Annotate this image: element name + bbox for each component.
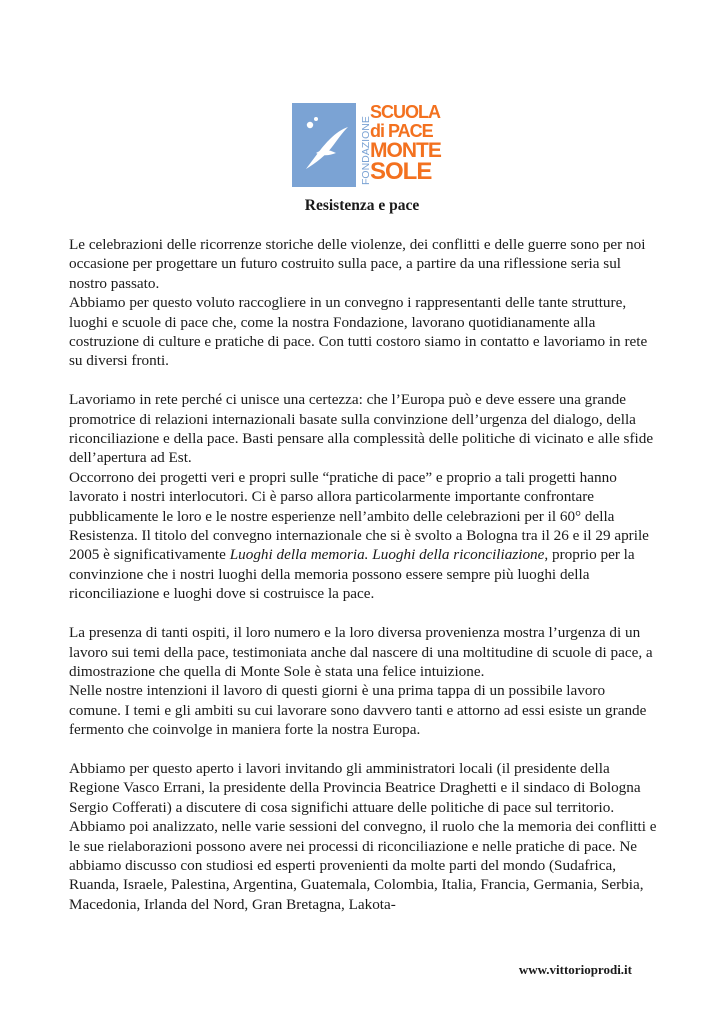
paragraph-4 — [69, 468, 659, 604]
paragraph-2: Abbiamo per questo voluto raccogliere in un convegno i rappresentanti delle tante strutture, luoghi e scuole di pace che, come la nostra Fondazione, lavorano quotidianamente alla costruzione di culture e pratiche di pace. Con tutti costoro siamo in contatto e lavoriamo in rete su diversi fronti. — [69, 294, 648, 370]
paragraph-7: Abbiamo per questo aperto i lavori invitando gli amministratori locali (il presidente della Regione Vasco Errani, la presidente della Provincia Beatrice Draghetti e il sindaco di Bologna Sergio Cofferati) a discutere di cosa significhi attuare delle politiche di pace sul territorio. — [69, 759, 641, 816]
paragraph-6: Nelle nostre intenzioni il lavoro di questi giorni è una prima tappa di un possibile lavoro comune. I temi e gli ambiti su cui lavorare sono davvero tanti e attorno ad essi esiste un grande fermento che coinvolge in maniera forte la nostra Europa. — [69, 682, 647, 739]
logo-line-3: MONTE — [370, 139, 441, 162]
paragraph-4-text-end: , proprio per la convinzione che i nostri luoghi della memoria possono essere sempre più luoghi della riconciliazione e luoghi dove si costruisce la pace. — [69, 546, 635, 603]
logo-wordmark — [370, 102, 441, 187]
paragraph-3: Lavoriamo in rete perché ci unisce una certezza: che l’Europa può e deve essere una grande promotrice di relazioni internazionali basate sulla convinzione dell’urgenza del dialogo, della riconciliazione e della pace. Basti pensare alla complessità delle politiche di vicinato e alle sfide dell’apertura ad Est. — [69, 391, 654, 467]
dove-icon — [292, 103, 356, 187]
paragraph-4-text-start: Occorrono dei progetti veri e propri sulle “pratiche di pace” e proprio a tali progetti hanno lavorato i nostri interlocutori. Ci è parso allora particolarmente importante confrontare pubblicamente le loro e le nostre esperienze nell’ambito delle celebrazioni per il 60° della Resistenza. Il titolo del convegno internazionale che si è svolto a Bologna tra il 26 e il 29 aprile 2005 è significativamente — [69, 468, 649, 564]
article-body — [69, 235, 659, 914]
paragraph-5: La presenza di tanti ospiti, il loro numero e la loro diversa provenienza mostra l’urgenza di un lavoro sui temi della pace, testimoniata anche dal nascere di una moltitudine di scuole di pace, a dimostrazione che quella di Monte Sole è stata una felice intuizione. — [69, 624, 653, 680]
logo-line-1: SCUOLA — [370, 102, 440, 122]
logo-dove-panel — [292, 103, 356, 187]
svg-text:FONDAZIONE: FONDAZIONE — [360, 116, 372, 185]
logo-line-4: SOLE — [370, 158, 432, 185]
logo-line-2: di PACE — [370, 121, 433, 141]
footer-url: www.vittorioprodi.it — [518, 962, 632, 977]
conference-title: Luoghi della memoria. Luoghi della riconciliazione — [229, 546, 545, 564]
fondazione-logo — [292, 102, 441, 187]
paragraph-1: Le celebrazioni delle ricorrenze storiche delle violenze, dei conflitti e delle guerre sono per noi occasione per progettare un futuro costruito sulla pace, a partire da una riflessione seria sul nostro passato. — [69, 236, 646, 292]
page-title: Resistenza e pace — [304, 197, 420, 214]
paragraph-8: Abbiamo poi analizzato, nelle varie sessioni del convegno, il ruolo che la memoria dei conflitti e le sue rielaborazioni possono avere nei processi di riconciliazione e nelle pratiche di pace. Ne abbiamo discusso con studiosi ed esperti provenienti da molte parti del mondo (Sudafrica, Ruanda, Israele, Palestina, Argentina, Guatemala, Colombia, Italia, Francia, Germania, Serbia, Macedonia, Irlanda del Nord, Gran Bretagna, Lakota- — [69, 818, 657, 913]
